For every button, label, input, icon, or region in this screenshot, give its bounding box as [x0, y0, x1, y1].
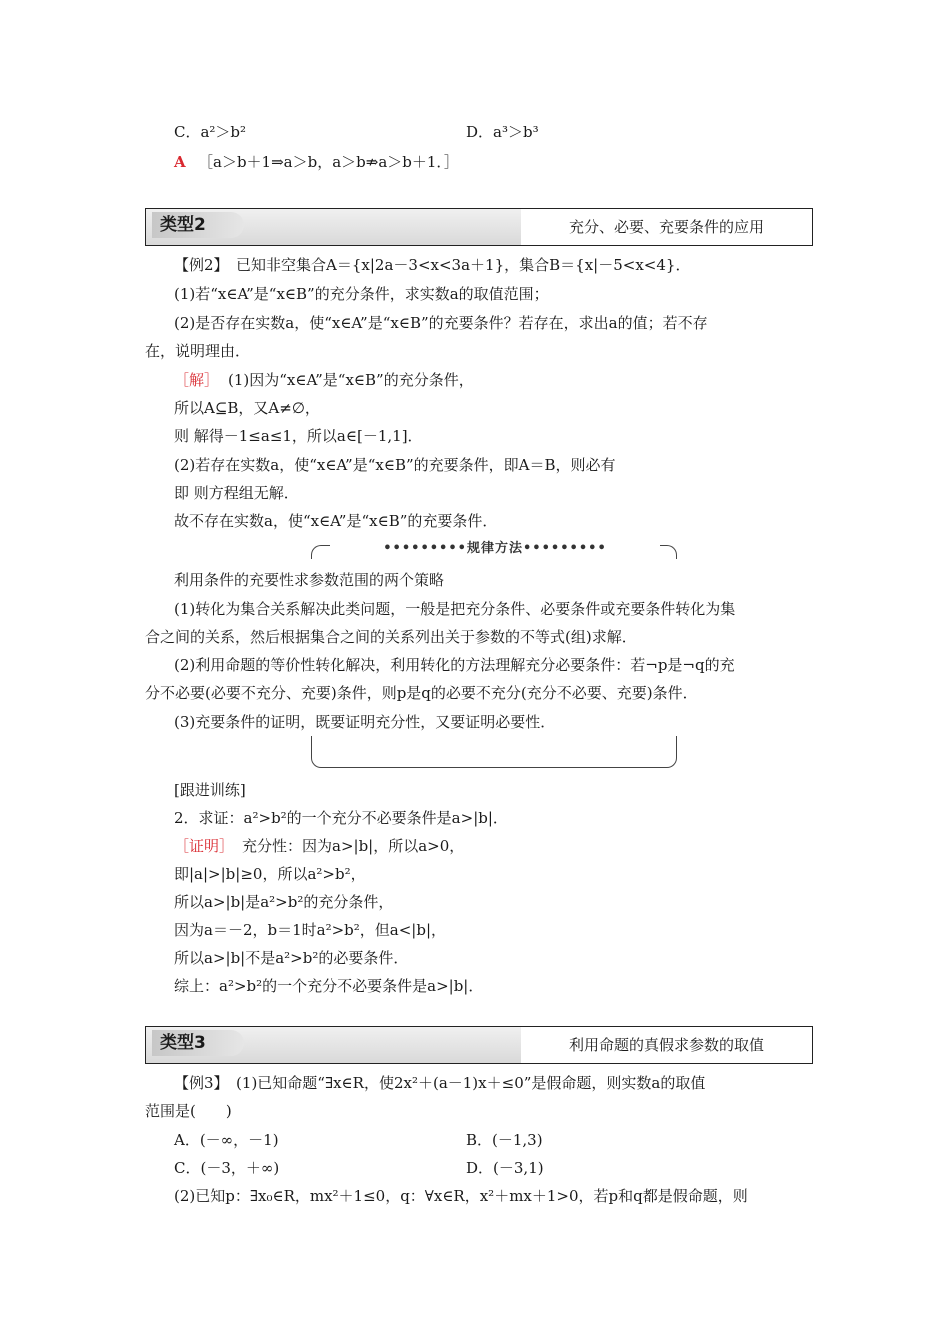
- method-box-bottom: [311, 736, 677, 768]
- proof-line3: 所以a>|b|是a²>b²的充分条件，: [174, 893, 394, 911]
- solution-line1: (1)因为“x∈A”是“x∈B”的充分条件，: [228, 371, 474, 389]
- option-c: C．(－3，＋∞): [174, 1159, 280, 1177]
- example3-q2: (2)已知p：∃x₀∈R，mx²＋1≤0，q：∀x∈R，x²＋mx＋1>0，若p和q都是假命题，则: [174, 1187, 748, 1205]
- example3-stem-cont: 范围是( ): [145, 1102, 232, 1120]
- option-a: A．(－∞，－1): [174, 1131, 279, 1149]
- section-tag: 类型2: [152, 212, 244, 238]
- method-label: •••••••••规律方法•••••••••: [330, 537, 660, 556]
- proof-line5: 所以a>|b|不是a²>b²的必要条件．: [174, 949, 409, 967]
- method-heading: 利用条件的充要性求参数范围的两个策略: [174, 571, 445, 589]
- answer-letter: A: [174, 153, 186, 171]
- method-point3: (3)充要条件的证明，既要证明充分性，又要证明必要性．: [174, 713, 556, 731]
- followup-heading: [跟进训练]: [174, 781, 246, 799]
- method-point1-cont: 合之间的关系，然后根据集合之间的关系列出关于参数的不等式(组)求解．: [145, 628, 637, 646]
- option-b: B．(－1,3): [466, 1131, 543, 1149]
- example2-stem: 【例2】 已知非空集合A＝{x|2a－3<x<3a＋1}，集合B＝{x|－5<x<4}．: [174, 256, 691, 274]
- solution-label: ［解］: [174, 371, 220, 389]
- answer-explanation: ［a＞b＋1⇒a＞b，a＞b⇏a＞b＋1．］: [198, 153, 459, 171]
- method-point2-cont: 分不必要(必要不充分、充要)条件，则p是q的必要不充分(充分不必要、充要)条件．: [145, 684, 698, 702]
- method-point1: (1)转化为集合关系解决此类问题，一般是把充分条件、必要条件或充要条件转化为集: [174, 600, 736, 618]
- option-c-line: C．a²＞b²: [174, 123, 247, 141]
- section-header-type3: [145, 1026, 813, 1064]
- method-point2: (2)利用命题的等价性转化解决，利用转化的方法理解充分必要条件：若¬p是¬q的充: [174, 656, 735, 674]
- solution-line2: 所以A⊆B，又A≠∅，: [174, 399, 320, 417]
- section-tag: 类型3: [152, 1030, 244, 1056]
- example2-q1: (1)若“x∈A”是“x∈B”的充分条件，求实数a的取值范围；: [174, 285, 549, 303]
- example3-stem: 【例3】 (1)已知命题“∃x∈R，使2x²＋(a－1)x＋≤0”是假命题，则实数a的取值: [174, 1074, 706, 1092]
- solution-line3: 则 解得－1≤a≤1，所以a∈[－1,1]．: [174, 427, 423, 445]
- section-title: 利用命题的真假求参数的取值: [521, 1027, 812, 1063]
- option-d: D．(－3,1): [466, 1159, 544, 1177]
- proof-line4: 因为a＝－2，b＝1时a²>b²，但a<|b|，: [174, 921, 446, 939]
- example2-q2: (2)是否存在实数a，使“x∈A”是“x∈B”的充要条件？若存在，求出a的值；若不存: [174, 314, 708, 332]
- exercise2-stem: 2．求证：a²>b²的一个充分不必要条件是a>|b|．: [174, 809, 508, 827]
- proof-line1: 充分性：因为a>|b|，所以a>0，: [242, 837, 465, 855]
- section-title: 充分、必要、充要条件的应用: [521, 209, 812, 245]
- section-header-type2: [145, 208, 813, 246]
- solution-line4: (2)若存在实数a，使“x∈A”是“x∈B”的充要条件，即A＝B，则必有: [174, 456, 616, 474]
- solution-line5: 即 则方程组无解．: [174, 484, 299, 502]
- option-d-line: D．a³＞b³: [466, 123, 539, 141]
- example2-q2-cont: 在，说明理由．: [145, 342, 251, 360]
- proof-line6: 综上：a²>b²的一个充分不必要条件是a>|b|．: [174, 977, 484, 995]
- proof-line2: 即|a|>|b|≥0，所以a²>b²，: [174, 865, 366, 883]
- proof-label: ［证明］: [174, 837, 235, 855]
- solution-line6: 故不存在实数a，使“x∈A”是“x∈B”的充要条件．: [174, 512, 498, 530]
